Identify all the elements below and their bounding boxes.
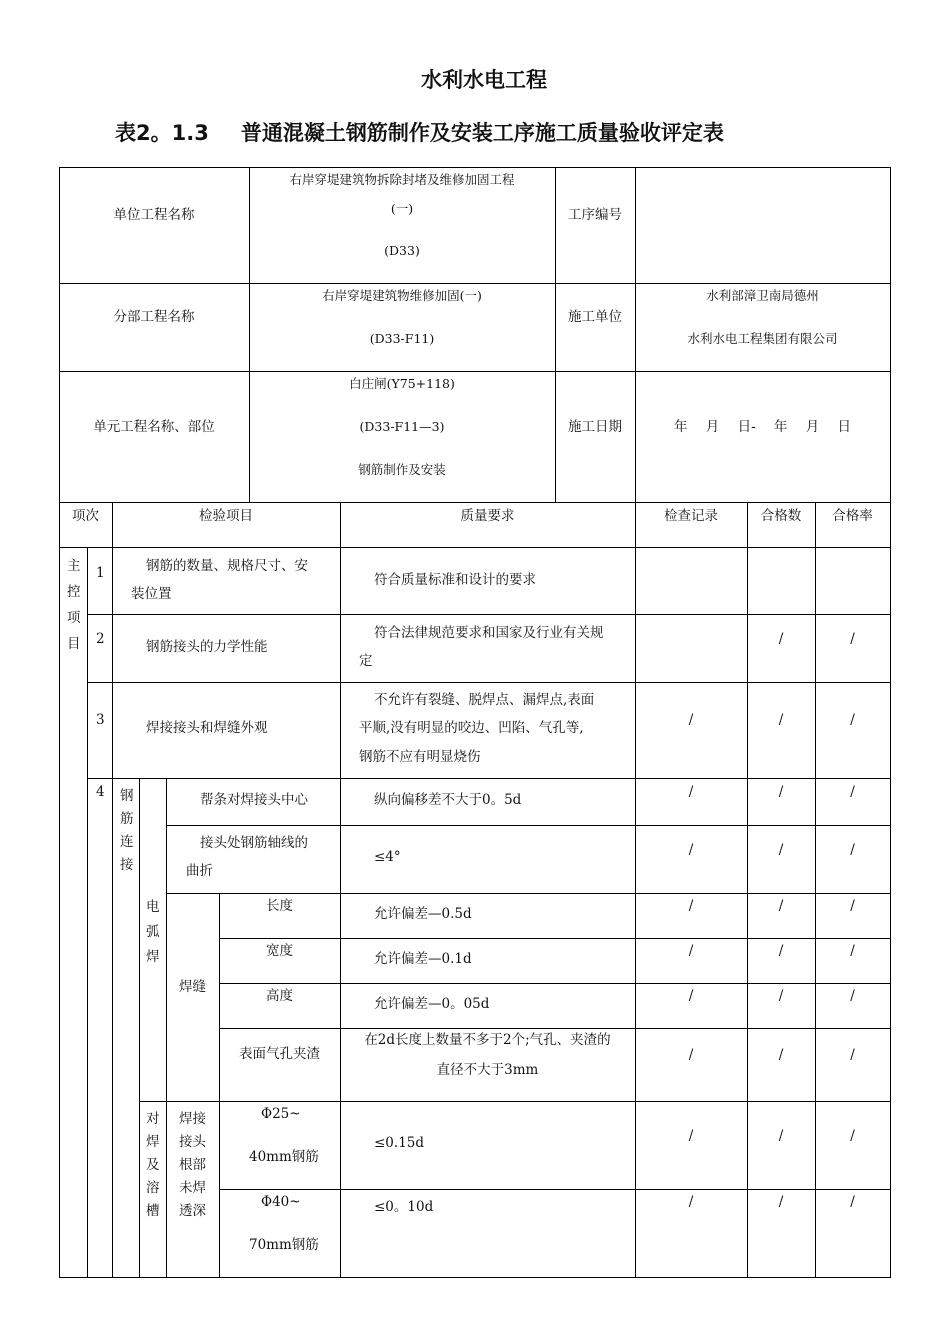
element-value-line1: 白庄闸(Y75+118) [349, 376, 455, 391]
process-no-label: 工序编号 [568, 207, 622, 223]
row11-item-line2: 70mm钢筋 [249, 1237, 319, 1253]
row3-req-line1: 不允许有裂缝、脱焊点、漏焊点,表面 [374, 692, 595, 708]
group-main-control: 主控项目 [67, 558, 81, 652]
row2-no: 2 [96, 631, 105, 647]
sub-project-value-line2: (D33-F11) [369, 331, 435, 346]
group-weld-seam: 焊缝 [179, 979, 206, 995]
row2-rate: / [850, 631, 855, 647]
row2-req-line1: 符合法律规范要求和国家及行业有关规 [374, 625, 604, 641]
row10-item-line1: Φ25~ [261, 1106, 301, 1122]
row7-rate: / [850, 943, 855, 959]
col-item-no: 项次 [72, 508, 99, 524]
row10-item-line2: 40mm钢筋 [249, 1149, 319, 1165]
row8-count: / [778, 988, 784, 1004]
row3-rate: / [850, 712, 855, 728]
element-value-line3: 钢筋制作及安装 [358, 462, 446, 477]
row3-record: / [688, 712, 694, 728]
project-type: 水利水电工程 [421, 68, 547, 92]
row1-no: 1 [96, 565, 105, 581]
table-number: 表2。1.3 [115, 121, 209, 145]
col-qualified-rate: 合格率 [832, 508, 873, 524]
col-check-record: 检查记录 [664, 508, 718, 524]
row4-count: / [778, 784, 784, 800]
row5-rate: / [850, 842, 855, 858]
row9-req-line2: 直径不大于3mm [436, 1062, 539, 1078]
row2-count: / [778, 631, 784, 647]
row7-count: / [778, 943, 784, 959]
row2-req-line2: 定 [359, 653, 373, 669]
row5-item-line1: 接头处钢筋轴线的 [200, 835, 308, 851]
row6-count: / [778, 898, 784, 914]
row9-rate: / [850, 1047, 855, 1063]
element-label: 单元工程名称、部位 [93, 419, 215, 435]
row7-item: 宽度 [266, 943, 293, 959]
col-quality-req: 质量要求 [460, 508, 515, 524]
row5-item-line2: 曲折 [186, 863, 213, 879]
row11-req: ≤0。10d [374, 1199, 434, 1215]
col-inspection-item: 检验项目 [199, 508, 253, 524]
date-label: 施工日期 [568, 419, 622, 435]
row4-record: / [688, 784, 694, 800]
row3-item: 焊接接头和焊缝外观 [146, 720, 268, 736]
contractor-label: 施工单位 [568, 309, 622, 325]
row11-count: / [778, 1194, 784, 1210]
row7-record: / [688, 943, 694, 959]
row5-count: / [778, 842, 784, 858]
row10-req: ≤0.15d [374, 1135, 425, 1151]
row4-item: 帮条对焊接头中心 [200, 792, 308, 808]
row8-item: 高度 [266, 988, 293, 1004]
row1-item-line1: 钢筋的数量、规格尺寸、安 [146, 558, 308, 574]
row2-item: 钢筋接头的力学性能 [146, 639, 268, 655]
group-arc-welding: 电弧焊 [146, 899, 160, 965]
element-value-line2: (D33-F11—3) [359, 419, 445, 434]
sub-project-label: 分部工程名称 [113, 309, 195, 325]
sub-project-value-line1: 右岸穿堤建筑物维修加固(一) [322, 288, 482, 303]
row3-count: / [778, 712, 784, 728]
row7-req: 允许偏差—0.1d [374, 951, 472, 967]
row3-no: 3 [96, 712, 105, 728]
contractor-value-line1: 水利部漳卫南局德州 [706, 288, 819, 303]
row9-record: / [688, 1047, 694, 1063]
row4-no: 4 [96, 784, 105, 800]
col-qualified-count: 合格数 [760, 508, 802, 524]
row1-req: 符合质量标准和设计的要求 [374, 572, 536, 588]
group-root-incomplete: 焊接接头根部未焊透深 [179, 1111, 206, 1219]
unit-project-label: 单位工程名称 [113, 207, 195, 223]
group-rebar-connection: 钢筋连接 [120, 788, 134, 873]
row6-record: / [688, 898, 694, 914]
row10-rate: / [850, 1128, 855, 1144]
row8-record: / [688, 988, 694, 1004]
unit-project-value-line3: (D33) [384, 243, 420, 258]
group-butt-slot-welding: 对焊及溶槽 [146, 1111, 160, 1219]
row11-rate: / [850, 1194, 855, 1210]
row4-rate: / [850, 784, 855, 800]
date-value: 年 月 日- 年 月 日 [673, 419, 852, 435]
unit-project-value-line2: (一) [390, 201, 414, 216]
row6-req: 允许偏差—0.5d [374, 906, 472, 922]
row9-req-line1: 在2d长度上数量不多于2个;气孔、夹渣的 [364, 1032, 611, 1048]
row10-record: / [688, 1128, 694, 1144]
contractor-value-line2: 水利水电工程集团有限公司 [687, 331, 838, 346]
row8-rate: / [850, 988, 855, 1004]
row11-item-line1: Φ40~ [261, 1194, 301, 1210]
row9-item: 表面气孔夹渣 [239, 1046, 320, 1062]
row11-record: / [688, 1194, 694, 1210]
row4-req: 纵向偏移差不大于0。5d [374, 792, 522, 808]
row6-rate: / [850, 898, 855, 914]
row10-count: / [778, 1128, 784, 1144]
unit-project-value-line1: 右岸穿堤建筑物拆除封堵及维修加固工程 [289, 172, 515, 187]
row8-req: 允许偏差—0。05d [374, 996, 490, 1012]
row6-item: 长度 [266, 898, 293, 914]
row3-req-line2: 平顺,没有明显的咬边、凹陷、气孔等, [359, 720, 584, 736]
row1-item-line2: 装位置 [131, 586, 172, 602]
row9-count: / [778, 1047, 784, 1063]
row3-req-line3: 钢筋不应有明显烧伤 [359, 749, 481, 765]
table-title-text: 普通混凝土钢筋制作及安装工序施工质量验收评定表 [240, 121, 724, 145]
row5-record: / [688, 842, 694, 858]
row5-req: ≤4° [374, 849, 401, 865]
